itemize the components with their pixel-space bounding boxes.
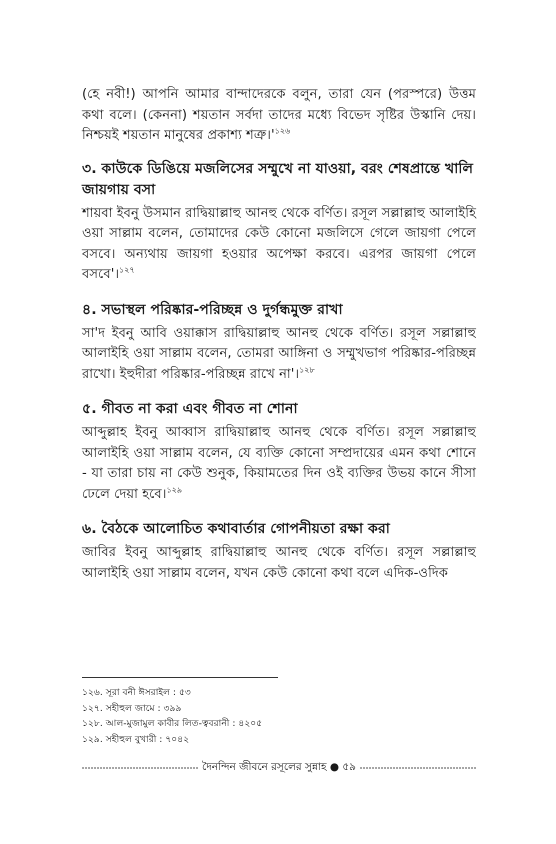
footnote-ref: ১২৭: [119, 265, 135, 275]
footer-dotted-rule: [360, 766, 476, 770]
section: [82, 300, 476, 386]
section-heading: ৩. কাউকে ডিঙিয়ে মজলিসের সম্মুখে না যাওয়া, বরং শেষপ্রান্তে খালি জায়গায় বসা: [82, 160, 474, 198]
footnote-ref: ১২৬: [274, 126, 291, 136]
footnote: ১২৮. আল-মুজামুল কাবীর লিত-ত্ববরানী : ৪২০৫: [82, 718, 263, 729]
footnote: ১২৯. সহীহুল বুখারী : ৭০৪২: [82, 733, 190, 745]
footer-title: দৈনন্দিন জীবনে রসূলের সুন্নাহ ● ৫৯: [202, 760, 356, 773]
footnotes: [82, 685, 476, 747]
footnote: ১২৬. সূরা বনী ঈসরাইল : ৫৩: [82, 687, 191, 698]
intro-paragraph: (হে নবী!) আপনি আমার বান্দাদেরকে বলুন, তারা যেন (পরস্পরে) উত্তম কথা বলে। (কেননা) শয়তান সর্বদা তাদের মধ্যে বিভেদ সৃষ্টির উস্কানি দেয়। নিশ্চয়ই শয়তান মানুষের প্রকাশ্য $শত্রু।'^{১২৬}$: [82, 87, 476, 143]
section-heading: ৫. গীবত না করা এবং গীবত না শোনা: [82, 401, 298, 417]
footnote: ১২৭. সহীহুল জামে : ৩৯৯: [82, 702, 182, 714]
section-body: জাবির ইবনু আব্দুল্লাহ রাদ্বিয়াল্লাহু আনহু থেকে বর্ণিত। রসূল সল্লাল্লাহু আলাইহি ওয়া সাল্লাম বলেন, যখন কেউ কোনো কথা বলে এদিক-ওদিক: [82, 545, 476, 581]
section: [82, 159, 476, 286]
section-heading: ৬. বৈঠকে আলোচিত কথাবার্তার গোপনীয়তা রক্ষা করা: [82, 521, 390, 537]
footer-dotted-rule: [82, 766, 198, 770]
section-body: আব্দুল্লাহ ইবনু আব্বাস রাদ্বিয়াল্লাহু আনহু থেকে বর্ণিত। রসূল সল্লাল্লাহু আলাইহি ওয়া সাল্লাম বলেন, যে ব্যক্তি কোনো সম্প্রদায়ের এমন কথা শোনে - যা তারা চায় না কেউ শুনুক, কিয়ামতের দিন ওই ব্যক্তির উভয় কানে সীসা ঢেলে দেয়া হবে।$^{১২৯}$: [82, 425, 476, 502]
section-body: শায়বা ইবনু উসমান রাদ্বিয়াল্লাহু আনহু থেকে বর্ণিত। রসূল সল্লাল্লাহু আলাইহি ওয়া সাল্লাম বলেন, তোমাদের কেউ কোনো মজলিসে গেলে জায়গা পেলে বসবে। অন্যথায় জায়গা হওয়ার অপেক্ষা করবে। এরপর জায়গা পেলে বসবে'।$^{১২৭}$: [82, 205, 476, 282]
footnote-ref: ১২৮: [299, 365, 315, 375]
footnote-divider: [82, 677, 278, 678]
section-heading: ৪. সভাস্থল পরিষ্কার-পরিচ্ছন্ন ও দুর্গন্ধমুক্ত রাখা: [82, 301, 343, 318]
section-body: সা'দ ইবনু আবি ওয়াক্কাস রাদ্বিয়াল্লাহু আনহু থেকে বর্ণিত। রসূল সল্লাল্লাহু আলাইহি ওয়া সাল্লাম বলেন, তোমরা আঙ্গিনা ও সম্মুখভাগ পরিষ্কার-পরিচ্ছন্ন রাখো। ইহুদীরা পরিষ্কার-পরিচ্ছন্ন রাখে না'।$^{১২৮}$: [82, 325, 476, 382]
page-footer: [82, 760, 476, 776]
page-body: [82, 85, 476, 584]
section: [82, 399, 476, 505]
footnote-ref: ১২৯: [166, 485, 183, 495]
section: [82, 519, 476, 584]
